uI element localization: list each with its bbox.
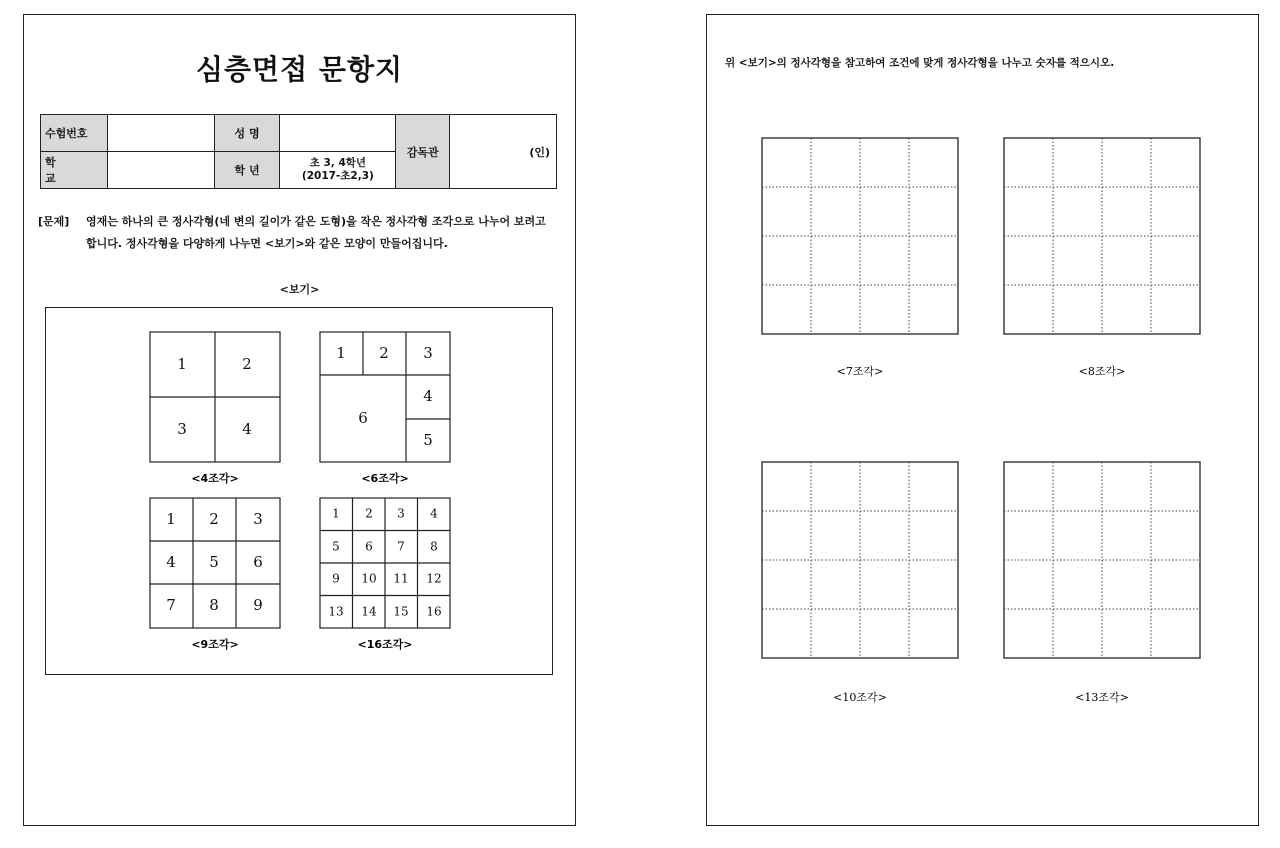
example-caption-6: <6조각> [361, 472, 409, 485]
grade-value-line2: (2017-초2,3) [301, 170, 374, 182]
exam-number-label: 수험번호 [41, 115, 108, 152]
bogi-box [45, 307, 553, 675]
grid-caption-8: <8조각> [1078, 365, 1126, 378]
piece-number: 15 [393, 604, 409, 619]
page-title: 심층면접 문항지 [195, 53, 404, 86]
piece-number: 1 [336, 344, 346, 362]
grade-label: 학 년 [214, 152, 280, 189]
answer-grid-7[interactable] [762, 138, 958, 334]
piece-number: 6 [358, 409, 368, 427]
piece-number: 2 [365, 506, 373, 521]
question-sheet-page [23, 14, 576, 826]
school-label: 학 교 [41, 152, 108, 189]
piece-number: 5 [423, 431, 433, 449]
piece-number: 7 [397, 539, 405, 554]
instruction-text: 위 <보기>의 정사각형을 참고하여 조건에 맞게 정사각형을 나누고 숫자를 적으시오. [725, 57, 1115, 69]
piece-number: 3 [177, 420, 187, 438]
answer-grid-13[interactable] [1004, 462, 1200, 658]
piece-number: 3 [397, 506, 405, 521]
example-caption-16: <16조각> [357, 638, 413, 651]
answer-grids-figure [707, 15, 1257, 825]
piece-number: 4 [242, 420, 252, 438]
answer-grid-10[interactable] [762, 462, 958, 658]
piece-number: 5 [209, 553, 219, 571]
grid-caption-10: <10조각> [833, 691, 887, 704]
piece-number: 1 [177, 355, 187, 373]
piece-number: 6 [253, 553, 263, 571]
piece-number: 2 [242, 355, 252, 373]
piece-number: 9 [332, 571, 340, 586]
bogi-label: <보기> [279, 283, 320, 296]
piece-number: 7 [166, 596, 176, 614]
piece-number: 1 [332, 506, 340, 521]
school-field[interactable] [107, 152, 214, 189]
piece-number: 8 [209, 596, 219, 614]
piece-number: 5 [332, 539, 340, 554]
answer-grid-8[interactable] [1004, 138, 1200, 334]
piece-number: 11 [393, 571, 409, 586]
grade-value [280, 152, 396, 189]
problem-statement [38, 211, 560, 255]
piece-number: 2 [379, 344, 389, 362]
example-caption-4: <4조각> [191, 472, 239, 485]
problem-label: [문제] [38, 215, 70, 228]
piece-number: 8 [430, 539, 438, 554]
name-label: 성 명 [214, 115, 280, 152]
piece-number: 4 [423, 387, 433, 405]
problem-text: 영재는 하나의 큰 정사각형(네 변의 길이가 같은 도형)을 작은 정사각형 조각으로 나누어 보려고 합니다. 정사각형을 다양하게 나누면 <보기>와 같은 모양이 만들어집니다. [86, 215, 546, 250]
answer-sheet-page [706, 14, 1259, 826]
piece-number: 3 [253, 510, 263, 528]
grade-value-line1: 초 3, 4학년 [309, 157, 367, 169]
name-field[interactable] [280, 115, 396, 152]
piece-number: 10 [361, 571, 377, 586]
piece-number: 16 [426, 604, 442, 619]
supervisor-label: 감독관 [396, 115, 450, 189]
piece-number: 4 [430, 506, 438, 521]
piece-number: 9 [253, 596, 263, 614]
piece-number: 12 [426, 571, 442, 586]
piece-number: 4 [166, 553, 176, 571]
bogi-examples-figure [46, 308, 552, 674]
example-caption-9: <9조각> [191, 638, 239, 651]
piece-number: 2 [209, 510, 219, 528]
info-table [40, 114, 557, 189]
piece-number: 6 [365, 539, 373, 554]
piece-number: 13 [328, 604, 344, 619]
piece-number: 14 [361, 604, 377, 619]
grid-caption-13: <13조각> [1075, 691, 1129, 704]
supervisor-seal[interactable]: (인) [450, 115, 557, 189]
exam-number-field[interactable] [107, 115, 214, 152]
piece-number: 1 [166, 510, 176, 528]
grid-caption-7: <7조각> [836, 365, 884, 378]
piece-number: 3 [423, 344, 433, 362]
